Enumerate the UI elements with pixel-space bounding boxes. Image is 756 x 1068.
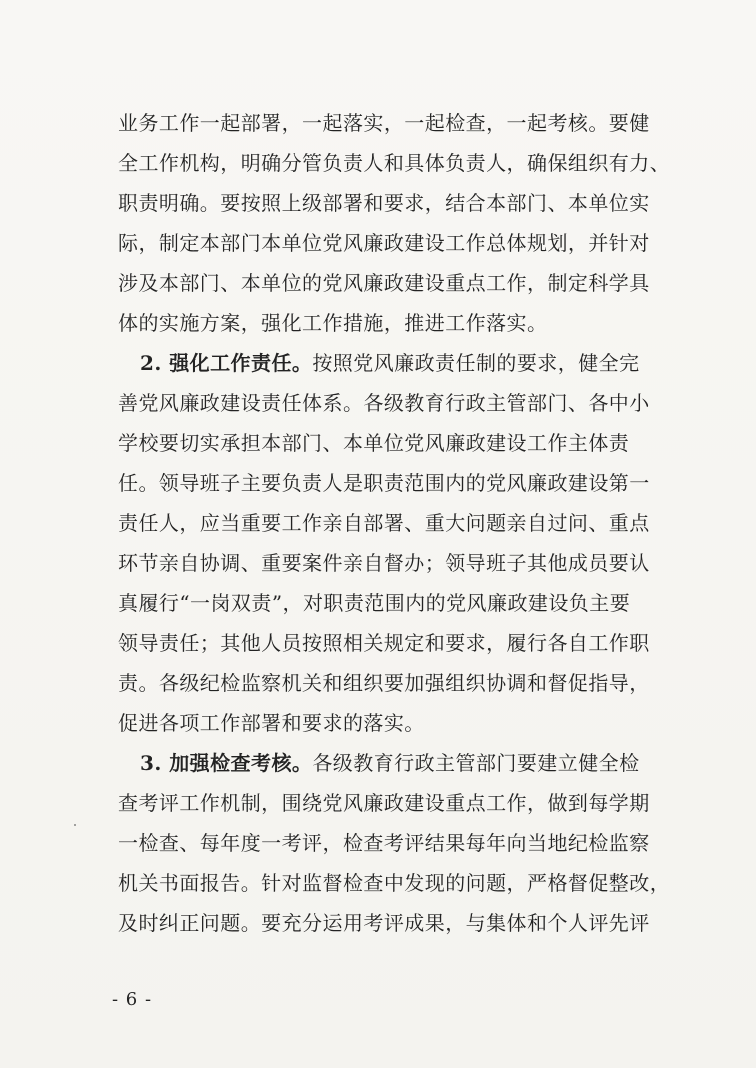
body-line: 及时纠正问题。要充分运用考评成果，与集体和个人评先评 [118, 911, 650, 935]
section-line [118, 343, 674, 383]
body-line: 查考评工作机制，围绕党风廉政建设重点工作，做到每学期 [118, 791, 650, 815]
body-line: 环节亲自协调、重要案件亲自督办；领导班子其他成员要认 [118, 551, 650, 575]
body-text: 按照党风廉政责任制的要求，健全完 [312, 351, 640, 375]
body-line: 体的实施方案，强化工作措施，推进工作落实。 [118, 311, 548, 335]
body-line: 领导责任；其他人员按照相关规定和要求，履行各自工作职 [118, 631, 650, 655]
body-line: 全工作机构，明确分管负责人和具体负责人，确保组织有力、 [118, 151, 671, 175]
body-text: 各级教育行政主管部门要建立健全检 [312, 751, 640, 775]
document-body [118, 103, 674, 943]
body-line: 学校要切实承担本部门、本单位党风廉政建设工作主体责 [118, 431, 630, 455]
page-number: - 6 - [112, 989, 153, 1010]
body-line: 职责明确。要按照上级部署和要求，结合本部门、本单位实 [118, 191, 650, 215]
section-heading-3: 3. 加强检查考核。 [140, 751, 313, 775]
body-line: 促进各项工作部署和要求的落实。 [118, 711, 425, 735]
body-line: 机关书面报告。针对监督检查中发现的问题，严格督促整改， [118, 871, 671, 895]
body-line: 一检查、每年度一考评，检查考评结果每年向当地纪检监察 [118, 831, 650, 855]
section-heading-2: 2. 强化工作责任。 [140, 351, 313, 375]
body-line: 业务工作一起部署，一起落实，一起检查，一起考核。要健 [118, 111, 650, 135]
section-line [118, 743, 674, 783]
body-line: 际，制定本部门本单位党风廉政建设工作总体规划，并针对 [118, 231, 650, 255]
body-line: 任。领导班子主要负责人是职责范围内的党风廉政建设第一 [118, 471, 650, 495]
body-line: 善党风廉政建设责任体系。各级教育行政主管部门、各中小 [118, 391, 650, 415]
scan-speck [74, 824, 76, 826]
body-line: 涉及本部门、本单位的党风廉政建设重点工作，制定科学具 [118, 271, 650, 295]
body-line: 真履行“一岗双责”，对职责范围内的党风廉政建设负主要 [118, 591, 631, 615]
body-line: 责。各级纪检监察机关和组织要加强组织协调和督促指导， [118, 671, 650, 695]
body-line: 责任人，应当重要工作亲自部署、重大问题亲自过问、重点 [118, 511, 650, 535]
